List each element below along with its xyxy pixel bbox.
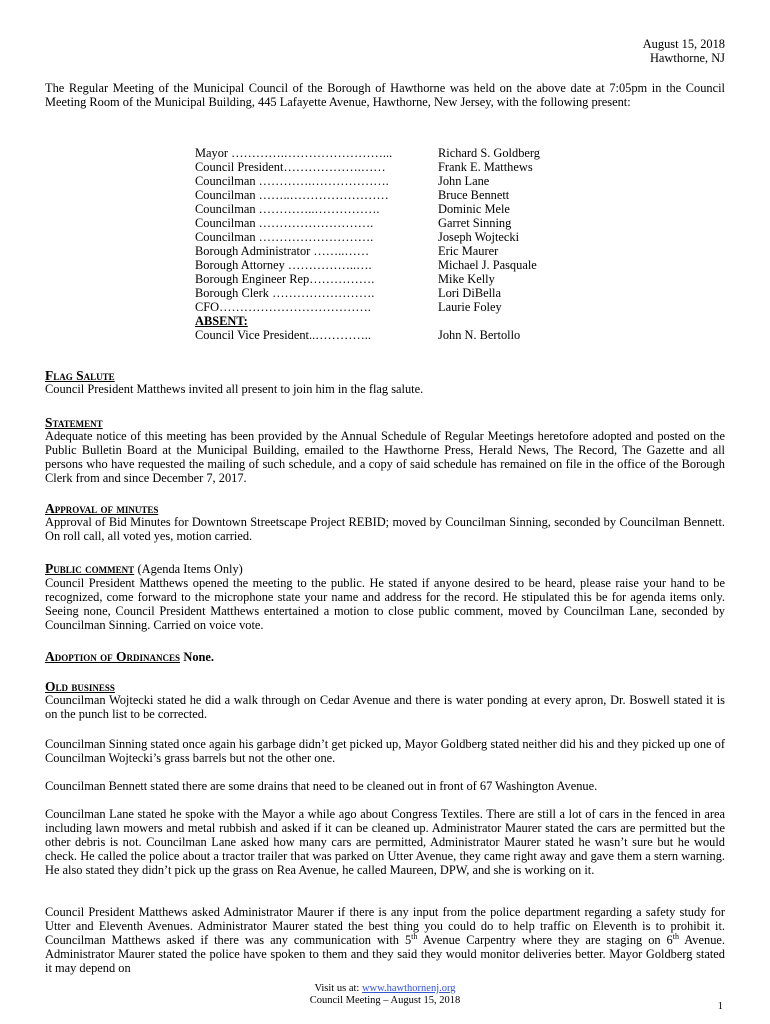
absent-label-row (195, 315, 540, 329)
old-business-paragraph: Councilman Wojtecki stated he did a walk through on Cedar Avenue and there is water ponding at every apron, Dr. Boswell stated it is on the punch list to be corrected. (45, 692, 725, 721)
attendance-row (195, 231, 540, 245)
attendance-row (195, 273, 540, 287)
approval-section (45, 502, 725, 544)
attendee-role: Councilman ………….………………. (195, 175, 389, 188)
attendance-row (195, 329, 540, 343)
website-link[interactable]: www.hawthornenj.org (361, 983, 456, 994)
intro-paragraph: The Regular Meeting of the Municipal Council of the Borough of Hawthorne was held on the above date at 7:05pm in the Council Meeting Room of the Municipal Building, 445 Lafayette Avenue, Hawthorne, New Jersey, with the following present: (45, 81, 725, 109)
public-comment-section (45, 562, 725, 633)
attendee-name: Garret Sinning (438, 216, 512, 230)
date-location-block (643, 38, 725, 66)
meeting-location: Hawthorne, NJ (649, 50, 725, 65)
ordinances-heading: Adoption of Ordinances (45, 649, 181, 664)
attendance-row (195, 287, 540, 301)
ordinal-suffix: th (672, 931, 679, 941)
attendee-role: Councilman ………………………. (195, 217, 374, 230)
old-business-paragraph: Councilman Bennett stated there are some drains that need to be cleaned out in front of 67 Washington Avenue. (45, 779, 598, 793)
old-business-para-2 (45, 738, 725, 766)
attendee-role: Borough Clerk ……………………. (195, 287, 375, 300)
attendee-name: Richard S. Goldberg (438, 146, 540, 160)
attendee-role: Councilman ……..…………………… (195, 189, 389, 202)
attendee-role: Councilman …………..……………. (195, 203, 380, 216)
paragraph-text: Council President Matthews asked Administrator Maurer if there is any input from the police department regarding a safety study for Utter and Eleventh Avenues. Administrator Maurer stated the best thing you could do to help traffic on Eleventh is to prohibit it. Councilman Matthews asked if there was any communication with 5 (45, 905, 725, 947)
absent-label: ABSENT: (195, 315, 248, 328)
statement-text: Adequate notice of this meeting has been provided by the Annual Schedule of Regular Meetings heretofore adopted and posted on the Public Bulletin Board at the Municipal Building, emailed to the Hawthorne Press, Herald News, The Record, The Gazette and all persons who have requested the mailing of such schedule, and a copy of said schedule has remained on file in the office of the Borough Clerk from and since December 7, 2017. (45, 428, 725, 485)
attendee-name: Michael J. Pasquale (438, 258, 537, 272)
approval-text: Approval of Bid Minutes for Downtown Streetscape Project REBID; moved by Councilman Sinning, seconded by Councilman Bennett. On roll call, all voted yes, motion carried. (45, 514, 725, 543)
attendee-role: Borough Engineer Rep……………. (195, 273, 375, 286)
attendee-name: Lori DiBella (438, 286, 501, 300)
meeting-date: August 15, 2018 (642, 37, 725, 51)
public-comment-note: (Agenda Items Only) (137, 562, 243, 576)
attendee-role: Borough Administrator ……..…… (195, 245, 370, 258)
flag-salute-heading: Flag Salute (45, 368, 115, 383)
statement-section (45, 416, 725, 486)
attendance-row (195, 245, 540, 259)
attendee-role: Council Vice President..………….. (195, 329, 371, 342)
attendee-name: Joseph Wojtecki (438, 230, 520, 244)
attendance-row (195, 301, 540, 315)
page-footer (0, 983, 770, 1007)
footer-visit-line (0, 983, 770, 995)
old-business-para-3 (45, 780, 725, 794)
public-comment-heading: Public comment (45, 561, 135, 576)
attendance-list (195, 147, 540, 343)
flag-salute-text: Council President Matthews invited all present to join him in the flag salute. (45, 381, 424, 396)
statement-heading: Statement (45, 415, 103, 430)
attendee-name: Dominic Mele (438, 202, 510, 216)
flag-salute-section (45, 369, 725, 397)
old-business-heading: Old business (45, 679, 115, 694)
attendance-row (195, 189, 540, 203)
attendance-row (195, 259, 540, 273)
old-business-para-4 (45, 808, 725, 878)
attendee-role: Mayor ………….……………………... (195, 147, 393, 160)
attendee-name: Mike Kelly (438, 272, 495, 286)
paragraph-text: Avenue Carpentry where they are staging on 6 (417, 932, 673, 947)
attendance-row (195, 147, 540, 161)
attendee-name: John N. Bertollo (438, 328, 521, 342)
attendance-row (195, 175, 540, 189)
attendance-row (195, 203, 540, 217)
attendance-row (195, 161, 540, 175)
old-business-paragraph (45, 906, 725, 976)
ordinances-value: None. (183, 650, 215, 664)
ordinances-section (45, 650, 725, 665)
paragraph-text: Avenue. Administrator Maurer stated the police have spoken to them and they said they would monitor deliveries better. Mayor Goldberg stated it may depend on (45, 932, 725, 975)
public-comment-text: Council President Matthews opened the meeting to the public. He stated if anyone desired to be heard, please raise your hand to be recognized, come forward to the microphone state your name and address for the record. He stipulated this be for agenda items only. Seeing none, Council President Matthews entertained a motion to close public comment, moved by Councilman Lane, seconded by Councilman Sinning. Carried on voice vote. (45, 575, 725, 632)
approval-heading: Approval of minutes (45, 501, 159, 516)
attendee-role: Council President……………….…… (195, 161, 386, 174)
old-business-section (45, 680, 725, 722)
ordinances-heading-row (45, 650, 725, 665)
attendee-role: Councilman ………………………. (195, 231, 374, 244)
attendee-name: Eric Maurer (438, 244, 499, 258)
ordinal-suffix: th (411, 931, 418, 941)
old-business-paragraph: Councilman Lane stated he spoke with the Mayor a while ago about Congress Textiles. There are still a lot of cars in the fenced in area including lawn mowers and metal rubbish and asked if it can be cleaned up. Administrator Maurer stated the cars are permitted but the other debris is not. Councilman Lane asked how many cars are permitted, Administrator Maurer stated he wasn’t sure but he would check. He called the police about a tractor trailer that was parked on Utter Avenue, they came right away and gave them a stern warning. He also stated they didn’t pick up the grass on Rea Avenue, he called Maureen, DPW, and she is working on it. (45, 807, 725, 877)
public-comment-heading-row (45, 562, 725, 577)
footer-meeting-line: Council Meeting – August 15, 2018 (309, 995, 461, 1006)
old-business-paragraph: Councilman Sinning stated once again his garbage didn’t get picked up, Mayor Goldberg stated neither did his and they picked up one of Councilman Wojtecki’s grass barrels but not the other one. (45, 737, 725, 765)
attendee-name: Bruce Bennett (438, 188, 510, 202)
attendee-name: Frank E. Matthews (438, 160, 533, 174)
attendee-role: CFO………………………………. (195, 301, 371, 314)
attendance-row (195, 217, 540, 231)
page-number: 1 (717, 1001, 723, 1012)
attendee-role: Borough Attorney ……………..…. (195, 259, 372, 272)
footer-visit-label: Visit us at: (314, 983, 360, 994)
old-business-para-5 (45, 906, 725, 976)
attendee-name: John Lane (438, 174, 490, 188)
attendee-name: Laurie Foley (438, 300, 502, 314)
